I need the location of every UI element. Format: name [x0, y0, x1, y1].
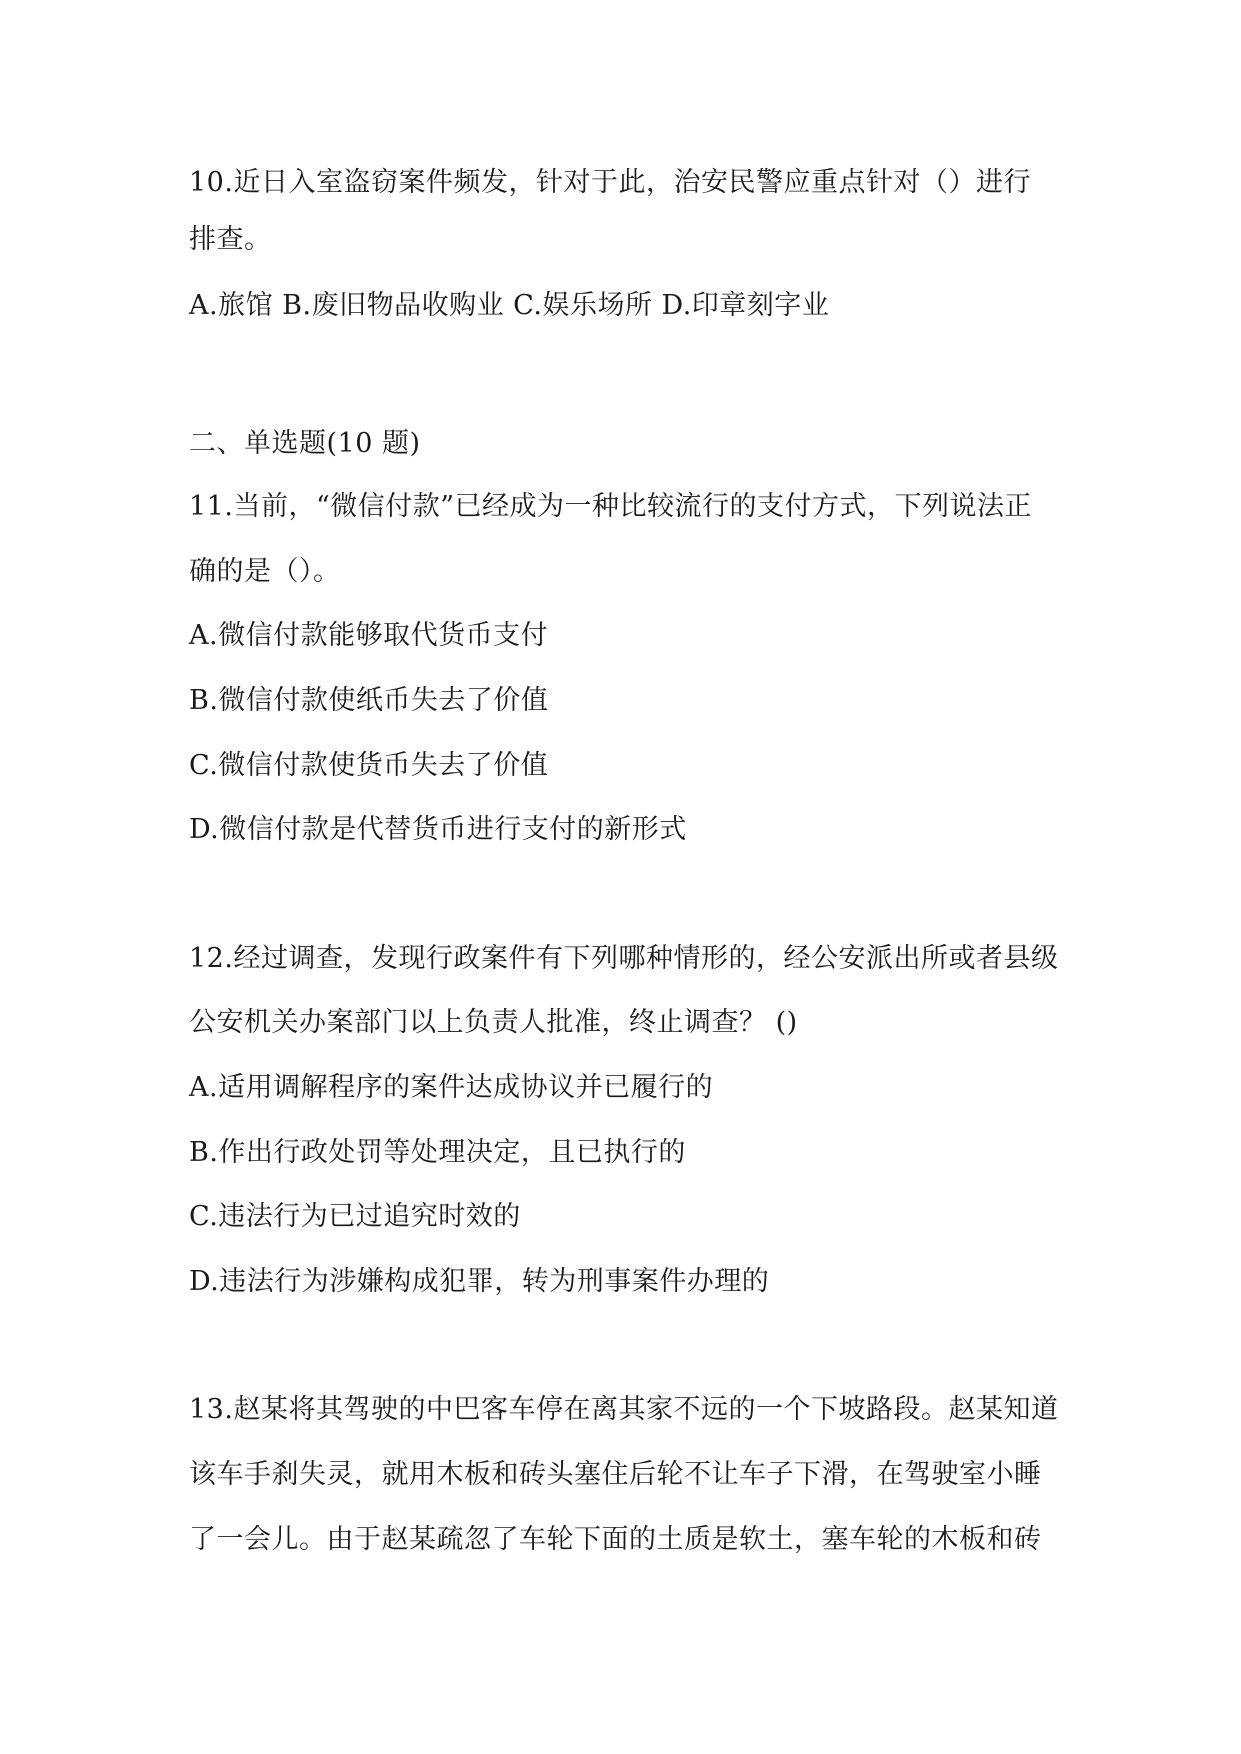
question-11-stem-line-2: 确的是（）。 [189, 556, 341, 587]
question-12-stem-line-1: 12.经过调查，发现行政案件有下列哪种情形的，经公安派出所或者县级 [189, 943, 1059, 974]
question-12-option-b: B.作出行政处罚等处理决定，且已执行的 [189, 1137, 686, 1168]
question-12-option-c: C.违法行为已过追究时效的 [189, 1201, 521, 1232]
question-13-stem-line-2: 该车手刹失灵，就用木板和砖头塞住后轮不让车子下滑，在驾驶室小睡 [189, 1459, 1042, 1490]
question-12-option-a: A.适用调解程序的案件达成协议并已履行的 [189, 1072, 714, 1103]
question-10-stem-line-2: 排查。 [189, 224, 272, 255]
question-10-options: A.旅馆 B.废旧物品收购业 C.娱乐场所 D.印章刻字业 [189, 290, 830, 321]
question-10-stem-line-1: 10.近日入室盗窃案件频发，针对于此，治安民警应重点针对（）进行 [189, 167, 1031, 198]
question-11-option-d: D.微信付款是代替货币进行支付的新形式 [189, 814, 687, 845]
question-13-stem-line-3: 了一会儿。由于赵某疏忽了车轮下面的土质是软土，塞车轮的木板和砖 [189, 1524, 1042, 1555]
question-12-option-d: D.违法行为涉嫌构成犯罪，转为刑事案件办理的 [189, 1266, 770, 1297]
question-13-stem-line-1: 13.赵某将其驾驶的中巴客车停在离其家不远的一个下坡路段。赵某知道 [189, 1394, 1059, 1425]
question-11-option-a: A.微信付款能够取代货币支付 [189, 620, 549, 651]
section-heading: 二、单选题(10 题) [189, 428, 421, 459]
question-11-option-c: C.微信付款使货币失去了价值 [189, 750, 549, 781]
question-12-stem-line-2: 公安机关办案部门以上负责人批准，终止调查？ () [189, 1007, 798, 1038]
question-11-stem-line-1: 11.当前，“微信付款”已经成为一种比较流行的支付方式，下列说法正 [189, 491, 1033, 522]
question-11-option-b: B.微信付款使纸币失去了价值 [189, 685, 549, 716]
